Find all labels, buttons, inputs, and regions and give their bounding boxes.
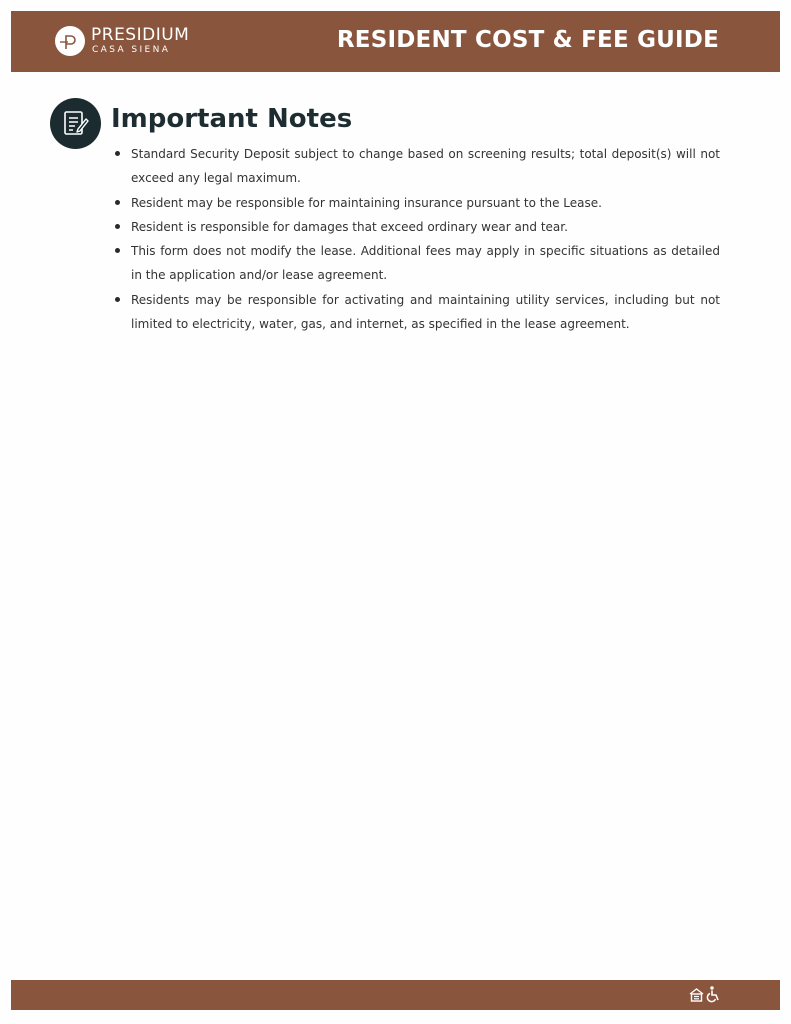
list-item: Residents may be responsible for activating and maintaining utility services, including but not limited to electricity, water, gas, and internet, as specified in the lease agreement. bbox=[131, 288, 720, 337]
accessibility-icon bbox=[705, 986, 721, 1003]
list-item: Resident may be responsible for maintaining insurance pursuant to the Lease. bbox=[131, 191, 720, 215]
list-item: This form does not modify the lease. Additional fees may apply in specific situations as detailed in the application and/or lease agreement. bbox=[131, 239, 720, 288]
notes-list bbox=[131, 142, 720, 336]
presidium-logo-icon bbox=[55, 26, 85, 56]
list-item: Standard Security Deposit subject to change based on screening results; total deposit(s) will not exceed any legal maximum. bbox=[131, 142, 720, 191]
brand-subtitle: CASA SIENA bbox=[92, 45, 171, 55]
list-item: Resident is responsible for damages that exceed ordinary wear and tear. bbox=[131, 215, 720, 239]
page-title: RESIDENT COST & FEE GUIDE bbox=[336, 27, 719, 53]
section-title: Important Notes bbox=[111, 104, 353, 134]
document-edit-icon bbox=[50, 98, 101, 149]
page-header bbox=[11, 11, 780, 72]
equal-housing-icon bbox=[689, 988, 704, 1002]
page-footer bbox=[11, 980, 780, 1010]
brand-name: PRESIDIUM bbox=[91, 25, 190, 45]
